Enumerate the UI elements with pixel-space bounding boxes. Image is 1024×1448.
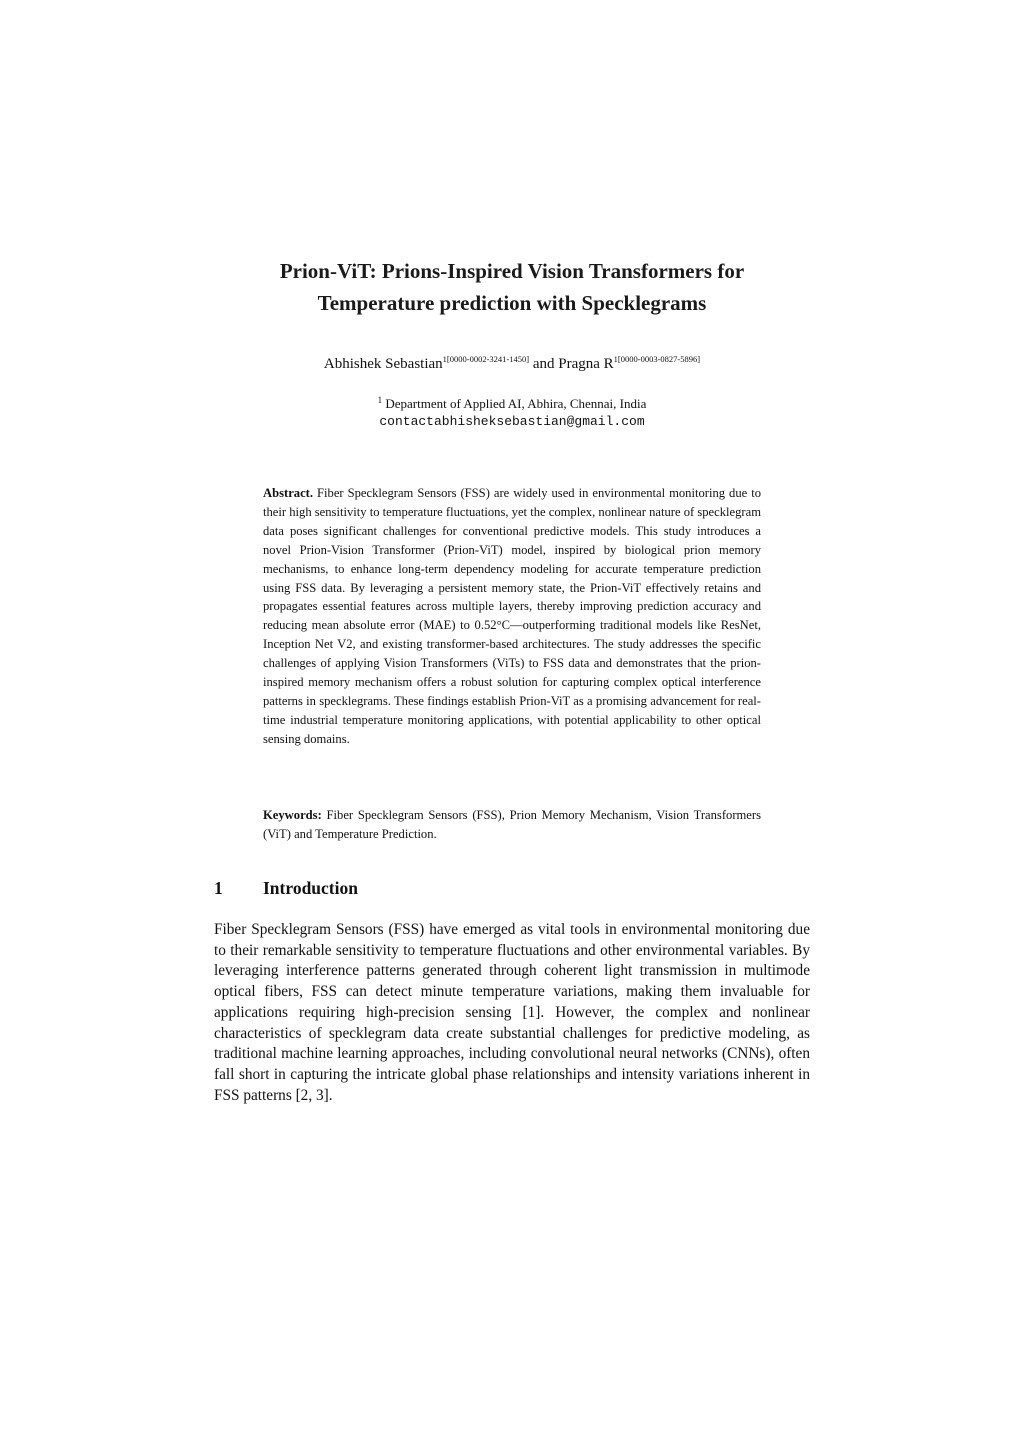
section-title: Introduction bbox=[263, 878, 358, 898]
section-number: 1 bbox=[214, 878, 223, 898]
author-list bbox=[150, 353, 874, 375]
section-heading bbox=[214, 876, 358, 900]
abstract bbox=[263, 484, 761, 749]
title-line-1: Prion-ViT: Prions-Inspired Vision Transformers for bbox=[279, 259, 745, 283]
author-2-name: Pragna R bbox=[558, 356, 614, 372]
author-2-orcid: 1[0000-0003-0827-5896] bbox=[613, 354, 701, 364]
affiliation-block bbox=[150, 395, 874, 431]
author-connector: and bbox=[529, 356, 559, 372]
contact-email[interactable]: contactabhisheksebastian@gmail.com bbox=[379, 414, 645, 429]
keywords-label: Keywords: bbox=[263, 808, 322, 822]
affiliation-line bbox=[150, 395, 874, 413]
title-line-2: Temperature prediction with Specklegrams bbox=[317, 291, 707, 315]
paper-title bbox=[150, 255, 874, 319]
keywords-text: Fiber Specklegram Sensors (FSS), Prion Memory Mechanism, Vision Transformers (ViT) and Temperature Prediction. bbox=[263, 808, 761, 841]
abstract-label: Abstract. bbox=[263, 486, 314, 500]
author-1-name: Abhishek Sebastian bbox=[323, 356, 443, 372]
affiliation-marker: 1 bbox=[377, 395, 383, 405]
abstract-text: Fiber Specklegram Sensors (FSS) are widely used in environmental monitoring due to their high sensitivity to temperature fluctuations, yet the complex, nonlinear nature of specklegram data poses significant challenges for conventional predictive models. This study introduces a novel Prion-Vision Transformer (Prion-ViT) model, inspired by biological prion memory mechanisms, to enhance long-term dependency modeling for accurate temperature prediction using FSS data. By leveraging a persistent memory state, the Prion-ViT effectively retains and propagates essential features across multiple layers, thereby improving prediction accuracy and reducing mean absolute error (MAE) to 0.52°C—outperforming traditional models like ResNet, Inception Net V2, and existing transformer-based architectures. The study addresses the specific challenges of applying Vision Transformers (ViTs) to FSS data and demonstrates that the prion-inspired memory mechanism offers a robust solution for capturing complex optical interference patterns in specklegrams. These findings establish Prion-ViT as a promising advancement for real-time industrial temperature monitoring applications, with potential applicability to other optical sensing domains. bbox=[263, 486, 762, 746]
keywords bbox=[263, 806, 761, 844]
author-1-orcid: 1[0000-0002-3241-1450] bbox=[442, 354, 530, 364]
affiliation-department: Department of Applied AI, Abhira, Chennai, India bbox=[385, 396, 647, 411]
body-paragraph: Fiber Specklegram Sensors (FSS) have emerged as vital tools in environmental monitoring due to their remarkable sensitivity to temperature fluctuations and other environmental variables. By leveraging interference patterns generated through coherent light transmission in multimode optical fibers, FSS can detect minute temperature variations, making them invaluable for applications requiring high-precision sensing [1]. However, the complex and nonlinear characteristics of specklegram data create substantial challenges for predictive modeling, as traditional machine learning approaches, including convolutional neural networks (CNNs), often fall short in capturing the intricate global phase relationships and intensity variations inherent in FSS patterns [2, 3]. bbox=[214, 921, 810, 1104]
